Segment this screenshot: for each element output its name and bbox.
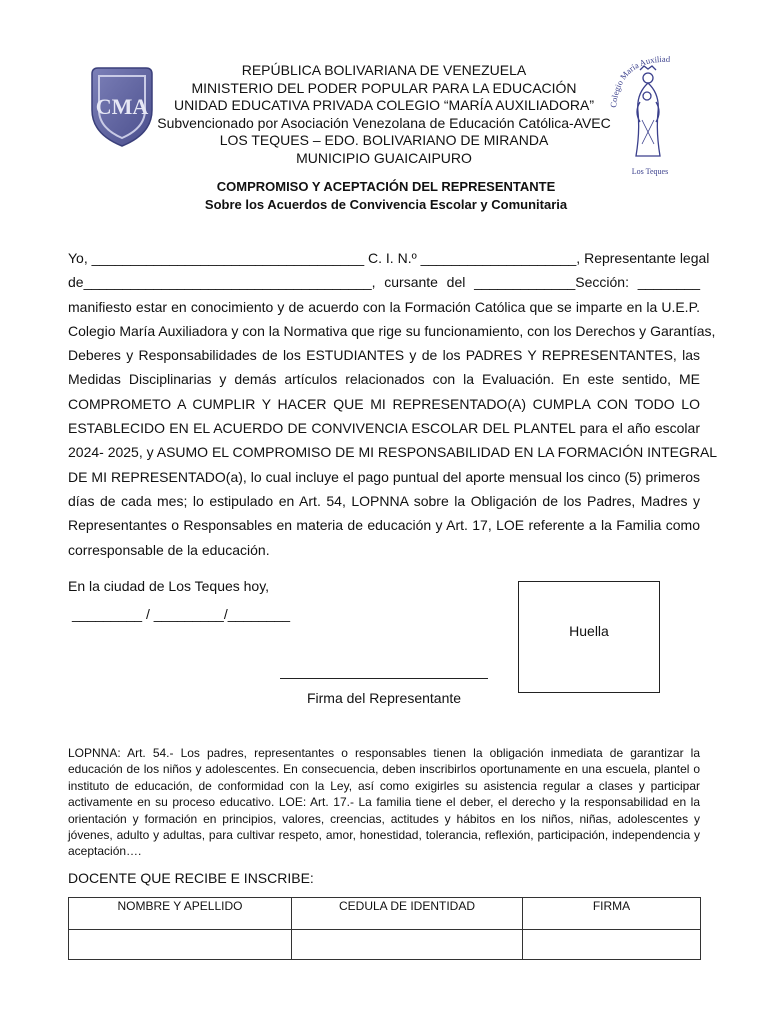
body-line: Yo, ___________________________________ C. I. N.º ____________________, Representante legal [68, 250, 710, 266]
header-line-6: MUNICIPIO GUAICAIPURO [296, 149, 472, 166]
table-row [69, 930, 701, 960]
maria-auxiliadora-logo [610, 52, 688, 180]
document-title [100, 178, 672, 214]
body-line: ESTABLECIDO EN EL ACUERDO DE CONVIVENCIA ESCOLAR DEL PLANTEL para el año escolar [68, 420, 700, 437]
body-line: Medidas Disciplinarias y demás artículos relacionados con la Evaluación. En este sentido, ME [68, 371, 700, 388]
school-shield-logo [86, 64, 158, 148]
signature-label: Firma del Representante [306, 690, 462, 706]
fingerprint-box[interactable] [518, 581, 660, 693]
legal-note: LOPNNA: Art. 54.- Los padres, representantes o responsables tienen la obligación inmediata de garantizar la educación de los niños y adolescentes. En consecuencia, deben inscribirlos oportunamente en una escuela, plantel o instituto de educación, de conformidad con la Ley, así como exigirles su asistencia regular a clases y participar activamente en su proceso educativo. LOE: Art. 17.- La familia tiene el deber, el derecho y la responsabilidad en la orientación y formación en principios, valores, creencias, actitudes y hábitos en los niños, niñas, adolescentes y jóvenes, adulto y adultas, para cultivar respeto, amor, honestidad, tolerancia, reflexión, participación, independencia y aceptación…. [68, 746, 700, 859]
logo-caption: Los Teques [631, 167, 669, 176]
body-line: DE MI REPRESENTADO(a), lo cual incluye el pago puntual del aporte mensual los cinco (5) primeros [68, 468, 700, 485]
body-line: Representantes o Responsables en materia de educación y Art. 17, LOE referente a la Familia como [68, 517, 700, 534]
document-header [150, 62, 618, 168]
body-line: días de cada mes; lo estipulado en Art. 54, LOPNNA sobre la Obligación de los Padres, Madres y [68, 492, 700, 509]
logo-arc-text: legio María Auxiliad [610, 53, 671, 99]
body-line: manifiesto estar en conocimiento y de acuerdo con la Formación Católica que se imparte en la U.E.P. [68, 298, 700, 315]
header-line-5: LOS TEQUES – EDO. BOLIVARIANO DE MIRANDA [219, 132, 549, 149]
fingerprint-label: Huella [569, 623, 609, 639]
teacher-table [68, 897, 701, 960]
shield-monogram: CMA [95, 94, 149, 119]
date-blank[interactable]: _________ / _________/________ [72, 606, 290, 622]
signature-cell[interactable] [523, 930, 701, 960]
name-cell[interactable] [69, 930, 292, 960]
body-line: COMPROMETO A CUMPLIR Y HACER QUE MI REPRESENTADO(A) CUMPLA CON TODO LO [68, 395, 700, 412]
title-line-2: Sobre los Acuerdos de Convivencia Escolar y Comunitaria [204, 197, 568, 212]
body-line: corresponsable de la educación. [68, 541, 270, 558]
body-line: de_____________________________________, cursante del _____________Sección: ________ [68, 274, 700, 291]
column-header-id: CEDULA DE IDENTIDAD [292, 898, 523, 930]
city-line: En la ciudad de Los Teques hoy, [68, 578, 270, 594]
column-header-signature: FIRMA [523, 898, 701, 930]
signature-line[interactable] [280, 678, 488, 679]
column-header-name: NOMBRE Y APELLIDO [69, 898, 292, 930]
teacher-section-heading: DOCENTE QUE RECIBE E INSCRIBE: [68, 870, 314, 886]
commitment-body [68, 246, 718, 562]
body-line: 2024- 2025, y ASUMO EL COMPROMISO DE MI RESPONSABILIDAD EN LA FORMACIÓN INTEGRAL [68, 444, 718, 461]
title-line-1: COMPROMISO Y ACEPTACIÓN DEL REPRESENTANTE [216, 179, 556, 194]
header-line-2: MINISTERIO DEL PODER POPULAR PARA LA EDUCACIÓN [191, 79, 577, 96]
body-line: Deberes y Responsabilidades de los ESTUDIANTES y de los PADRES Y REPRESENTANTES, las [68, 347, 700, 364]
body-line: Colegio María Auxiliadora y con la Normativa que rige su funcionamiento, con los Derechos y Garantías, [68, 322, 716, 339]
table-header-row [69, 898, 701, 930]
id-cell[interactable] [292, 930, 523, 960]
header-line-3: UNIDAD EDUCATIVA PRIVADA COLEGIO “MARÍA AUXILIADORA” [173, 97, 595, 114]
header-line-1: REPÚBLICA BOLIVARIANA DE VENEZUELA [241, 62, 527, 78]
header-line-4: Subvencionado por Asociación Venezolana de Educación Católica-AVEC [157, 114, 611, 131]
